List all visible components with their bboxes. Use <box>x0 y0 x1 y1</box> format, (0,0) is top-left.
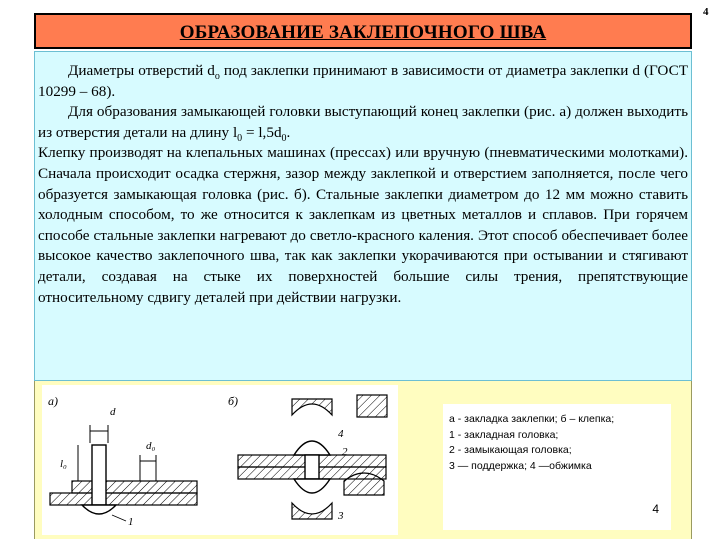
title-banner <box>34 13 692 49</box>
p2-text-c: . <box>286 123 291 141</box>
num-1: 1 <box>128 516 134 528</box>
p2-text-a: Для образования замыкающей головки выступающий конец заклепки (рис. а) должен выходить из отверстия детали на длину l <box>38 103 688 141</box>
num-4: 4 <box>338 428 344 440</box>
set-head-b <box>294 479 330 493</box>
label-b: б) <box>228 394 239 408</box>
support-b2 <box>344 473 384 495</box>
num-2: 2 <box>342 446 348 458</box>
rivet-shank-b <box>305 455 319 479</box>
paragraph-1 <box>38 61 688 102</box>
p2-subscript-2: 0 <box>281 132 287 144</box>
closing-head-b <box>294 441 330 455</box>
snap-tool-b2 <box>357 395 387 417</box>
dim-d: d <box>110 406 116 418</box>
p2-subscript-1: 0 <box>237 132 243 144</box>
legend-item: 3 — поддержка; 4 —обжимка <box>449 459 592 472</box>
rivet-diagram <box>42 385 398 535</box>
label-a: а) <box>48 394 58 408</box>
slide-number-top: 4 <box>703 6 709 18</box>
dim-d0: d₀ <box>146 440 156 452</box>
legend <box>449 412 614 474</box>
p1-text-a: Диаметры отверстий d <box>68 62 215 79</box>
plate-bottom-a <box>50 493 197 505</box>
plate-top-a <box>72 481 197 493</box>
paragraph-2 <box>38 102 688 143</box>
legend-item: 1 - закладная головка; <box>449 428 559 441</box>
snap-tool-b <box>292 399 332 415</box>
rivet-shank-a <box>92 445 106 505</box>
body-text <box>38 61 688 308</box>
legend-panel <box>443 404 671 530</box>
legend-item: 2 - замыкающая головка; <box>449 444 572 456</box>
dim-l0: l₀ <box>60 458 67 470</box>
legend-item: а - закладка заклепки; б – клепка; <box>449 413 615 425</box>
p1-text-b: под заклепки принимают в зависимости от диаметра заклепки d (ГОСТ 10299 – 68). <box>38 62 688 100</box>
text-panel <box>34 51 692 381</box>
paragraph-3: Клепку производят на клепальных машинах (прессах) или вручную (пневматическими молотками). Сначала происходит осадка стержня, зазор между заклепкой и отверстием заполняется, после чего образуется замыкающая головка (рис. б). Стальные заклепки диаметром до 12 мм можно ставить холодным способом, то же относится к заклепкам из цветных металлов и сплавов. При горячем способе стальные заклепки нагревают до светло-красного каления. Этот способ обеспечивает более высокое качество заклепочного шва, так как заклепки укорачиваются при остывании и стягивают детали, создавая на стыке их поверхностей большие силы трения, препятствующие относительному сдвигу деталей при действии нагрузки. <box>38 144 688 306</box>
page-number: 4 <box>652 502 659 516</box>
rivet-figure <box>42 385 398 535</box>
num-3: 3 <box>338 510 344 522</box>
p1-subscript: o <box>214 71 220 83</box>
p2-text-b: = l,5d <box>242 123 282 141</box>
page-title: ОБРАЗОВАНИЕ ЗАКЛЕПОЧНОГО ШВА <box>179 22 547 43</box>
rivet-head-a <box>82 505 116 514</box>
support-b <box>292 503 332 519</box>
